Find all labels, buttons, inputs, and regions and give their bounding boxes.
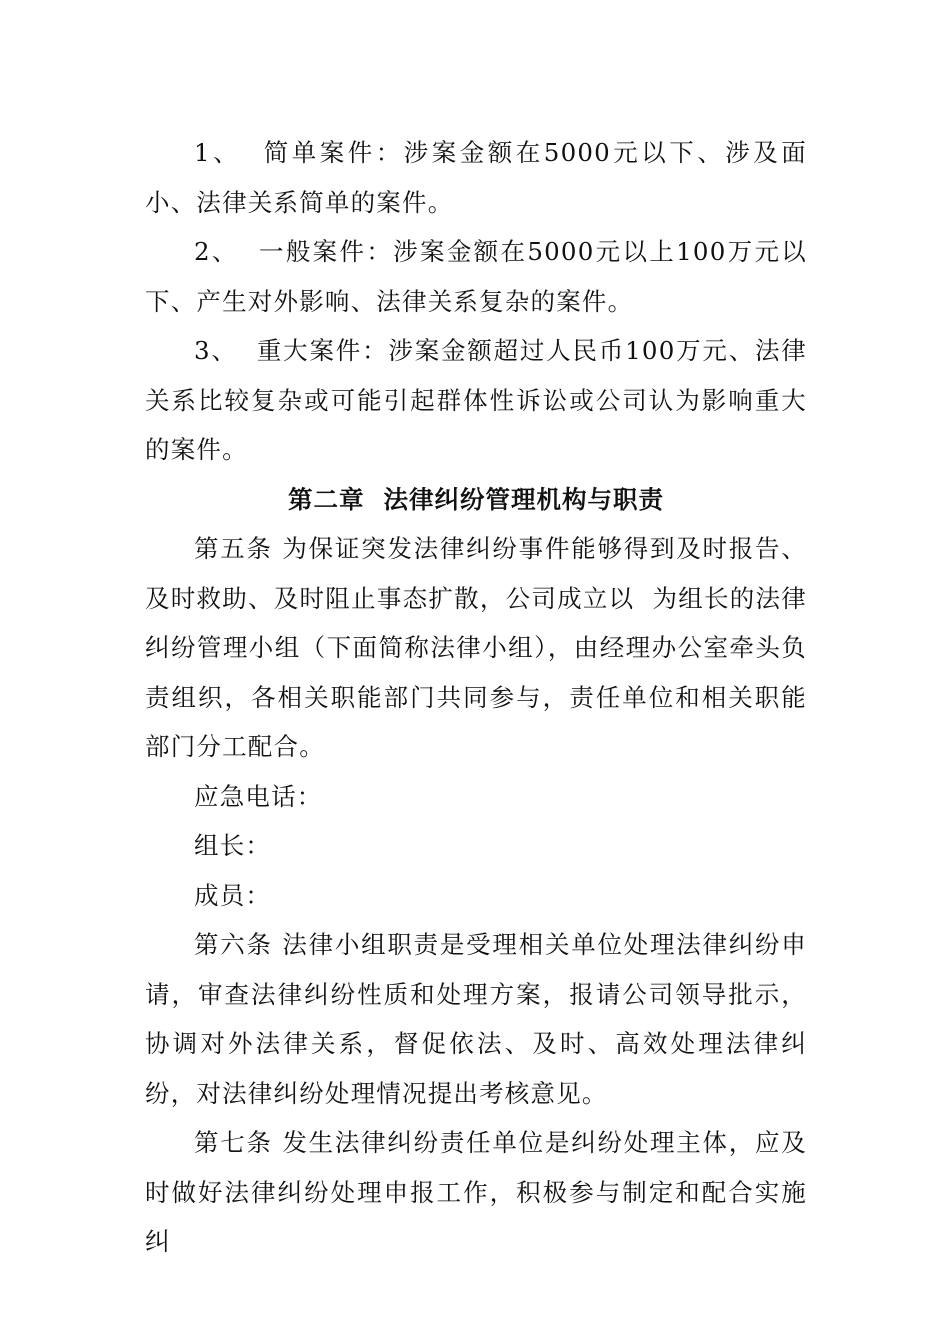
article-5: 第五条 为保证突发法律纠纷事件能够得到及时报告、及时救助、及时阻止事态扩散，公司成立以 为组长的法律纠纷管理小组（下面简称法律小组），由经理办公室牵头负责组织，各相关职能部门共同参与，责任单位和相关职能部门分工配合。 (145, 534, 807, 761)
case-type-item-2: 2、 一般案件：涉案金额在5000元以上100万元以下、产生对外影响、法律关系复杂的案件。 (145, 237, 807, 316)
emergency-hotline-line: 应急电话： (194, 781, 323, 811)
article-6: 第六条 法律小组职责是受理相关单位处理法律纠纷申请，审查法律纠纷性质和处理方案，报请公司领导批示，协调对外法律关系，督促依法、及时、高效处理法律纠纷，对法律纠纷处理情况提出考核意见。 (145, 930, 807, 1108)
chapter-title: 第二章 法律纠纷管理机构与职责 (287, 484, 665, 514)
document-body (145, 128, 807, 1267)
group-members-line: 成员： (194, 880, 272, 910)
case-type-item-1: 1、 简单案件：涉案金额在5000元以下、涉及面小、法律关系简单的案件。 (145, 138, 807, 217)
article-7: 第七条 发生法律纠纷责任单位是纠纷处理主体，应及时做好法律纠纷处理申报工作，积极参与制定和配合实施纠 (145, 1128, 807, 1256)
group-leader-line: 组长： (194, 831, 272, 860)
case-type-item-3: 3、 重大案件：涉案金额超过人民币100万元、法律关系比较复杂或可能引起群体性诉讼或公司认为影响重大的案件。 (145, 336, 807, 464)
